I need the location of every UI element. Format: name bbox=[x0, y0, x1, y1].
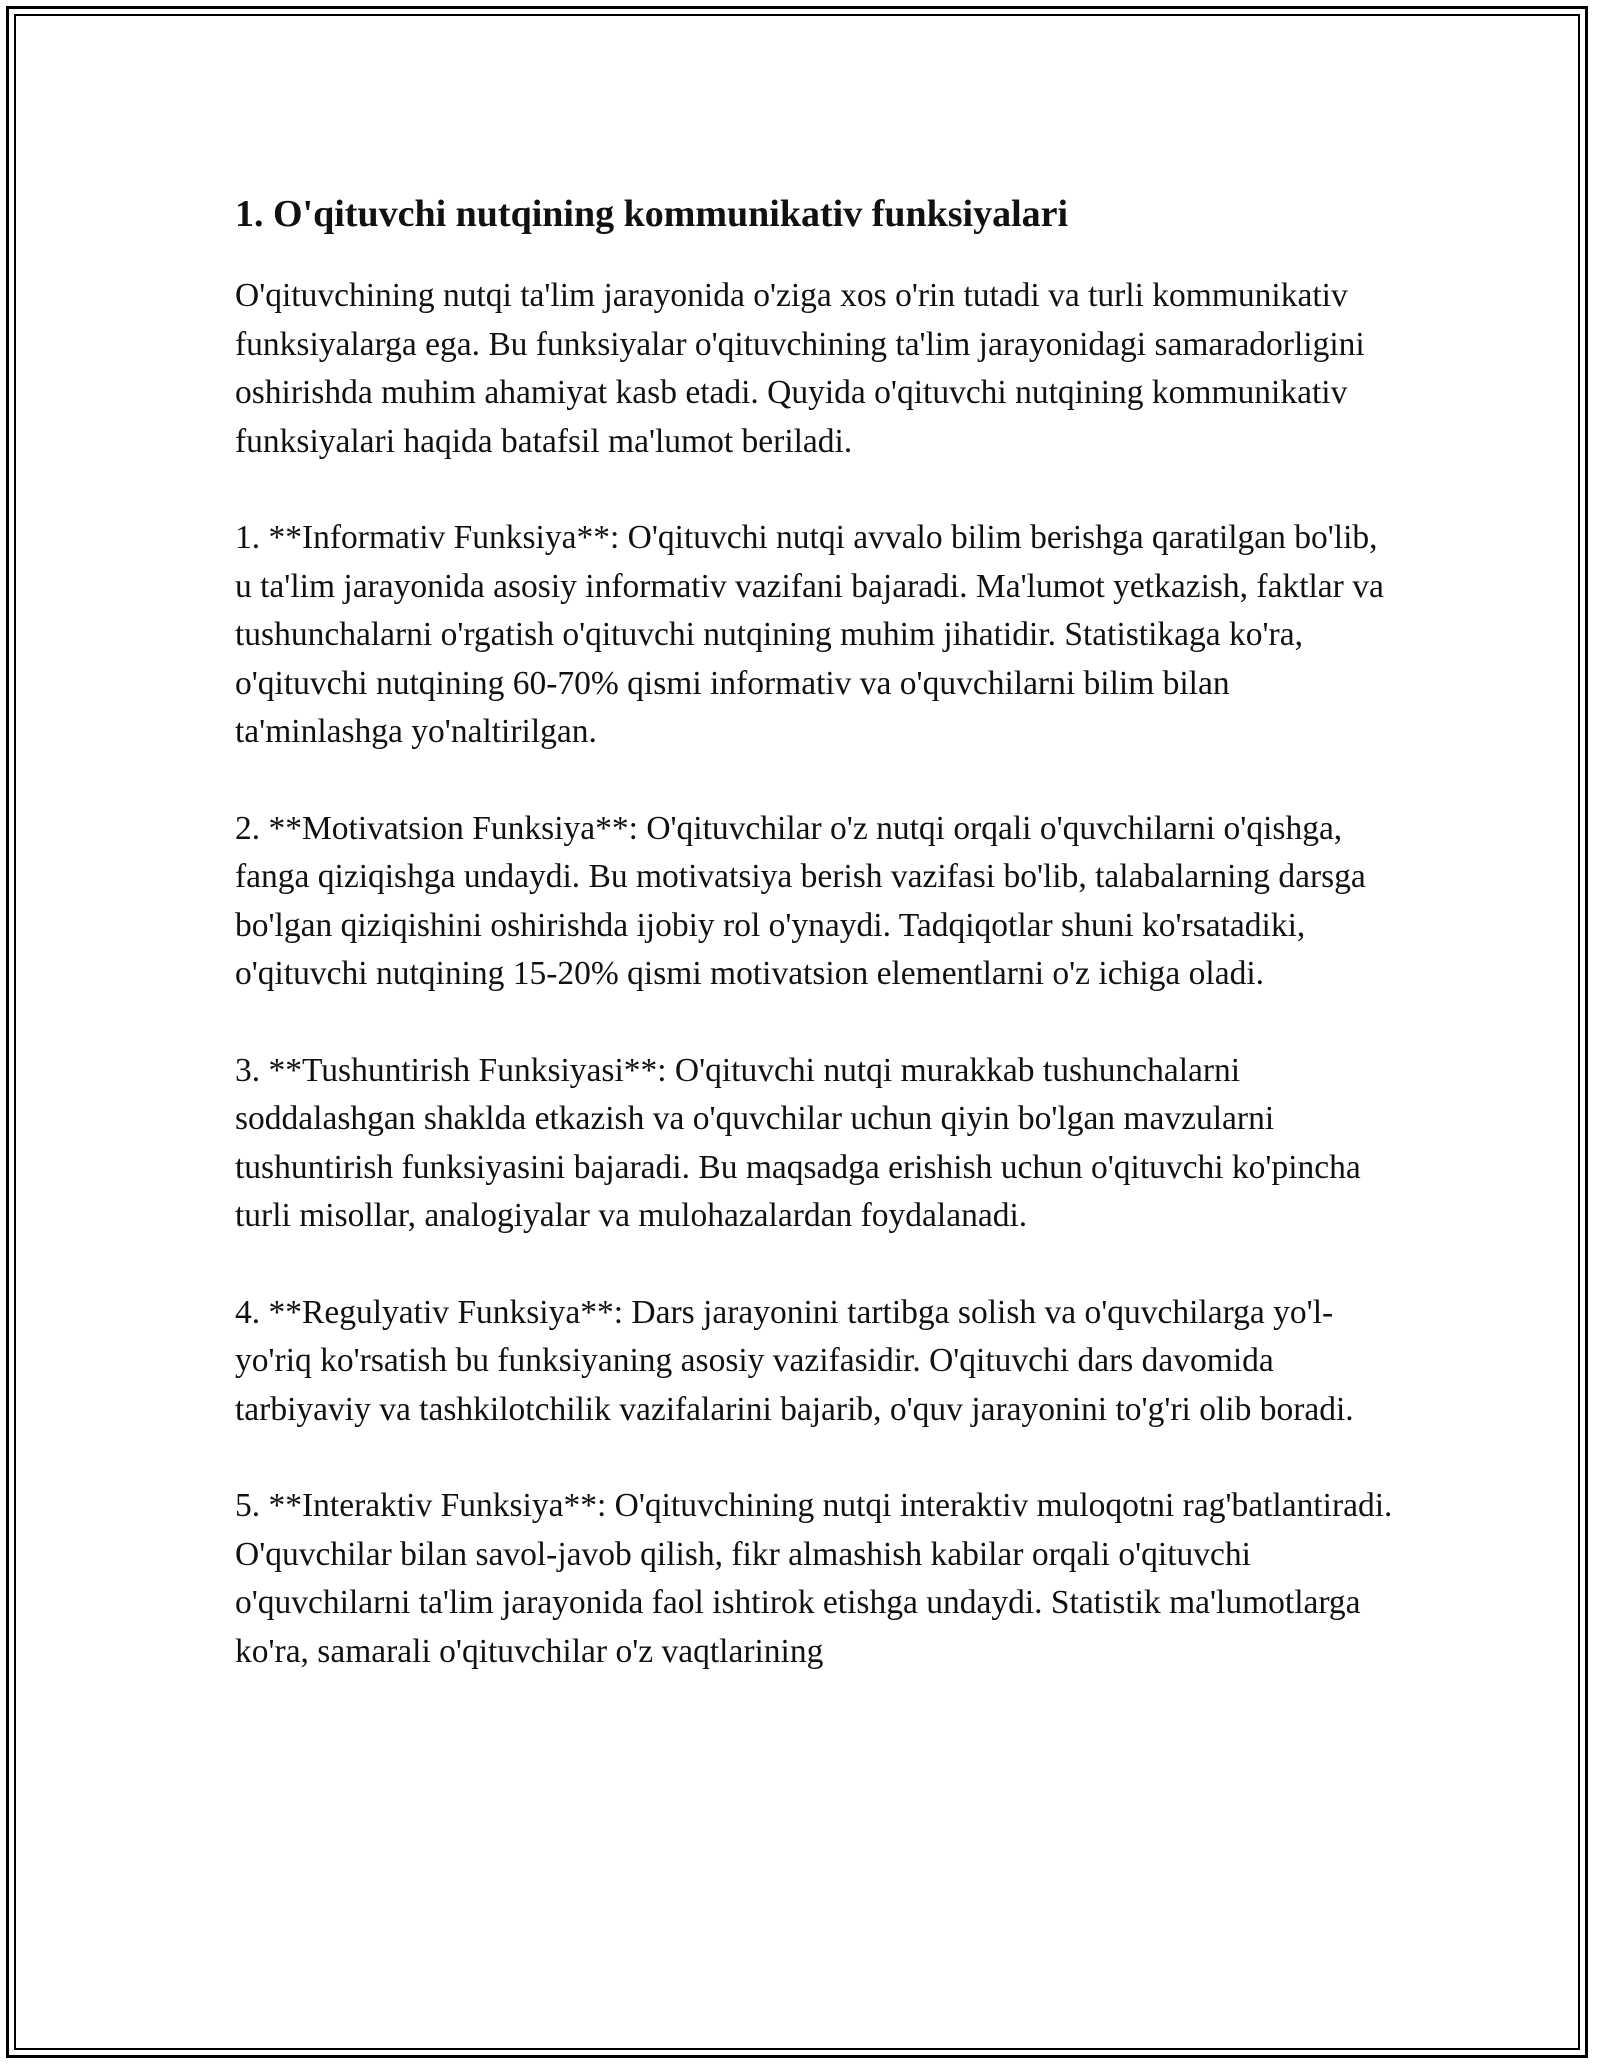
tushuntirish-funksiyasi-paragraph: 3. **Tushuntirish Funksiyasi**: O'qituvchi nutqi murakkab tushunchalarni soddalashgan shaklda etkazish va o'quvchilar uchun qiyin bo'lgan mavzularni tushuntirish funksiyasini bajaradi. Bu maqsadga erishish uchun o'qituvchi ko'pincha turli misollar, analogiyalar va mulohazalardan foydalanadi. bbox=[235, 1051, 1361, 1234]
motivatsion-funksiya-paragraph: 2. **Motivatsion Funksiya**: O'qituvchilar o'z nutqi orqali o'quvchilarni o'qishga, fanga qiziqishga undaydi. Bu motivatsiya berish vazifasi bo'lib, talabalarning darsga bo'lgan qiziqishini oshirishda ijobiy rol o'ynaydi. Tadqiqotlar shuni ko'rsatadiki, o'qituvchi nutqining 15-20% qismi motivatsion elementlarni o'z ichiga oladi. bbox=[235, 809, 1366, 992]
informativ-funksiya-paragraph: 1. **Informativ Funksiya**: O'qituvchi nutqi avvalo bilim berishga qaratilgan bo'lib, u ta'lim jarayonida asosiy informativ vazifani bajaradi. Ma'lumot yetkazish, faktlar va tushunchalarni o'rgatish o'qituvchi nutqining muhim jihatidir. Statistikaga ko'ra, o'qituvchi nutqining 60-70% qismi informativ va o'quvchilarni bilim bilan ta'minlashga yo'naltirilgan. bbox=[235, 519, 1384, 750]
intro-paragraph: O'qituvchining nutqi ta'lim jarayonida o'ziga xos o'rin tutadi va turli kommunikativ funksiyalarga ega. Bu funksiyalar o'qituvchining ta'lim jarayonidagi samaradorligini oshirishda muhim ahamiyat kasb etadi. Quyida o'qituvchi nutqining kommunikativ funksiyalari haqida batafsil ma'lumot beriladi. bbox=[235, 277, 1365, 460]
regulyativ-funksiya-paragraph: 4. **Regulyativ Funksiya**: Dars jarayonini tartibga solish va o'quvchilarga yo'l-yo'riq ko'rsatish bu funksiyaning asosiy vazifasidir. O'qituvchi dars davomida tarbiyaviy va tashkilotchilik vazifalarini bajarib, o'quv jarayonini to'g'ri olib boradi. bbox=[235, 1293, 1354, 1428]
interaktiv-funksiya-paragraph: 5. **Interaktiv Funksiya**: O'qituvchining nutqi interaktiv muloqotni rag'batlantiradi. O'quvchilar bilan savol-javob qilish, fikr almashish kabilar orqali o'qituvchi o'quvchilarni ta'lim jarayonida faol ishtirok etishga undaydi. Statistik ma'lumotlarga ko'ra, samarali o'qituvchilar o'z vaqtlarining bbox=[235, 1487, 1393, 1670]
section-heading: 1. O'qituvchi nutqining kommunikativ funksiyalari bbox=[235, 193, 1069, 235]
document-page bbox=[235, 186, 1395, 1676]
